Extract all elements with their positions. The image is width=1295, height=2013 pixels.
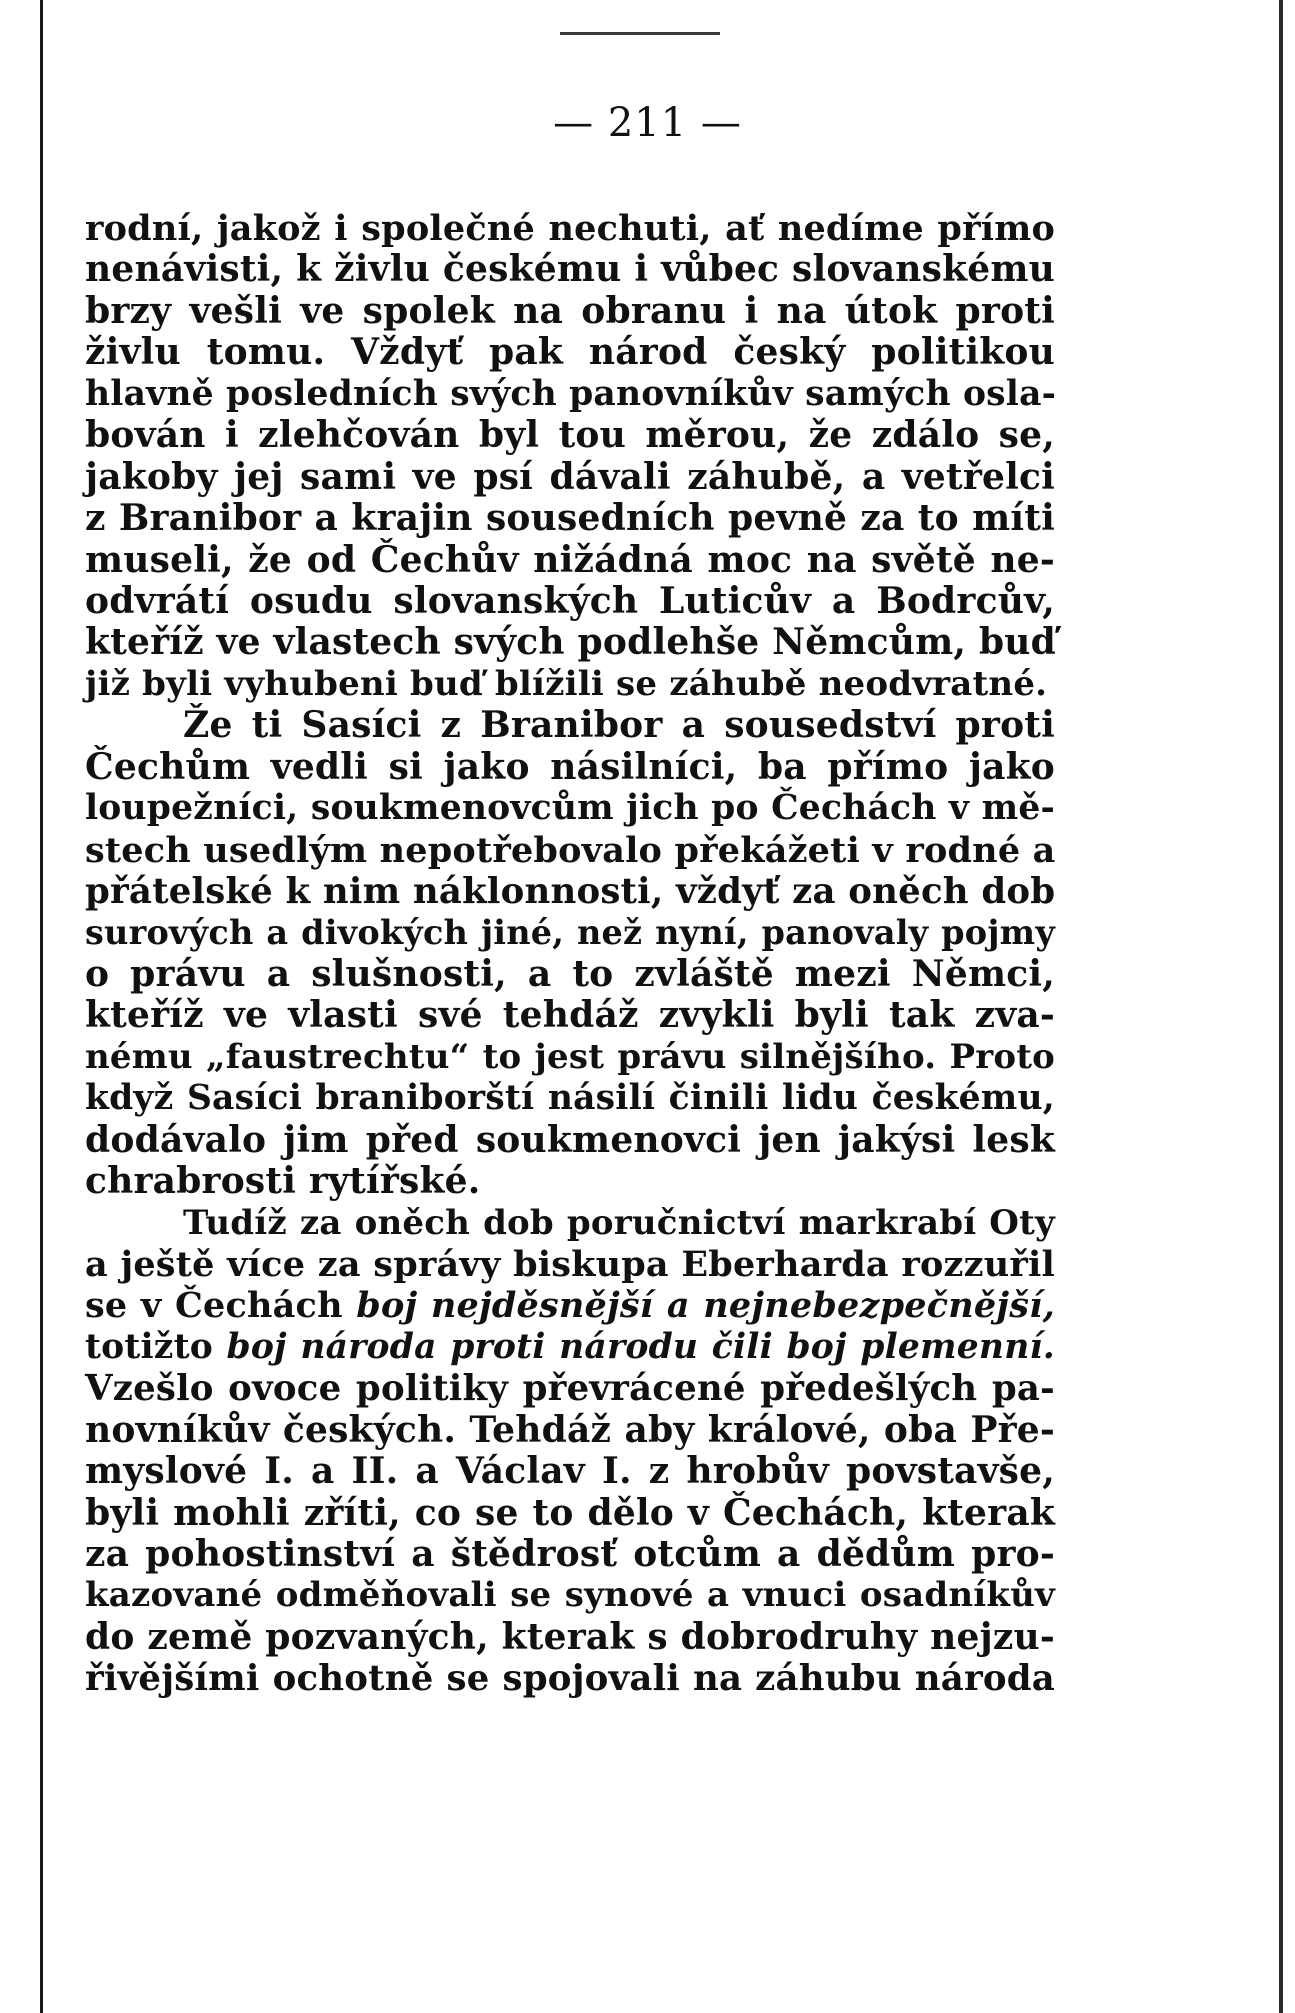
text-line: a ještě více za správy biskupa Eberharda rozzuřil xyxy=(85,1243,1055,1285)
scan-top-mark xyxy=(560,32,720,35)
text-line: brzy vešli ve spolek na obranu i na útok proti xyxy=(85,289,1055,332)
text-line: když Sasíci braniborští násilí činili lidu českému, xyxy=(85,1078,1055,1119)
text-line: nenávisti, k živlu českému i vůbec slovanskému xyxy=(85,248,1055,291)
text-line: Čechům vedli si jako násilníci, ba přímo jako xyxy=(85,745,1055,788)
text-line: z Branibor a krajin sousedních pevně za to míti xyxy=(85,497,1055,540)
text-line: za pohostinství a štědrosť otcům a dědům pro- xyxy=(85,1533,1055,1575)
paragraph-start-line: Tudíž za oněch dob poručnictví markrabí Oty xyxy=(183,1202,1055,1243)
page-number: — 211 — xyxy=(553,100,742,146)
text-line: byli mohli zříti, co se to dělo v Čechách, kterak xyxy=(85,1491,1055,1534)
text-line: živlu tomu. Vždyť pak národ český politikou xyxy=(85,331,1055,374)
text-line: hlavně posledních svých panovníkův samých osla- xyxy=(85,373,1057,414)
italic-phrase: boj nejděsnější a nejnebezpečnější, xyxy=(356,1285,1055,1327)
text-line: dodávalo jim před soukmenovci jen jakýsi lesk xyxy=(85,1118,1055,1161)
text-line: kazované odměňovali se synové a vnuci osadníkův xyxy=(85,1575,1055,1616)
text-line: stech usedlým nepotřebovalo překážeti v rodné a xyxy=(85,829,1056,871)
text-line: bován i zlehčován byl tou měrou, že zdálo se, xyxy=(85,414,1055,457)
page-left-edge xyxy=(40,0,43,2013)
text-line: surových a divokých jiné, než nyní, panovaly pojmy xyxy=(85,913,1055,953)
text-line: novníkův českých. Tehdáž aby králové, oba Pře- xyxy=(85,1408,1055,1451)
paragraph-end-line: již byli vyhubeni buď blížili se záhubě neodvratné. xyxy=(85,663,1048,704)
text-line: kteříž ve vlastech svých podlehše Němcům, buď xyxy=(85,621,1057,664)
text-line: Vzešlo ovoce politiky převrácené předešlých pa- xyxy=(85,1368,1055,1410)
text-line: kteříž ve vlasti své tehdáž zvykli byli tak zva- xyxy=(85,994,1055,1037)
text-line: do země pozvaných, kterak s dobrodruhy nejzu- xyxy=(85,1615,1055,1658)
text-line: loupežníci, soukmenovcům jich po Čechách v mě- xyxy=(85,788,1055,829)
text-line: museli, že od Čechův nižádná moc na světě ne- xyxy=(85,538,1055,581)
page-right-edge xyxy=(1279,0,1283,2013)
text-line: myslové I. a II. a Václav I. z hrobův povstavše, xyxy=(85,1450,1055,1493)
text-line: přátelské k nim náklonnosti, vždyť za oněch dob xyxy=(85,871,1056,912)
text-line-with-italic xyxy=(85,1327,1055,1368)
text-line: řivějšími ochotně se spojovali na záhubu národa xyxy=(85,1658,1055,1700)
italic-phrase: boj národa proti národu čili boj plemenní. xyxy=(226,1326,1055,1367)
body-text xyxy=(85,208,1055,1700)
text-line-lead: totižto xyxy=(85,1326,227,1367)
text-line-with-italic xyxy=(85,1285,1055,1326)
paragraph-end-line: chrabrosti rytířské. xyxy=(85,1160,481,1203)
paragraph-start-line: Že ti Sasíci z Branibor a sousedství proti xyxy=(183,704,1055,747)
text-line: o právu a slušnosti, a to zvláště mezi Němci, xyxy=(85,952,1055,995)
text-line: rodní, jakož i společné nechuti, ať nedíme přímo xyxy=(85,208,1055,249)
text-line: nému „faustrechtu“ to jest právu silnějšího. Proto xyxy=(85,1036,1055,1077)
text-line: odvrátí osudu slovanských Luticův a Bodrcův, xyxy=(85,579,1055,622)
text-line: jakoby jej sami ve psí dávali záhubě, a vetřelci xyxy=(85,455,1055,498)
text-line-lead: se v Čechách xyxy=(85,1285,357,1327)
